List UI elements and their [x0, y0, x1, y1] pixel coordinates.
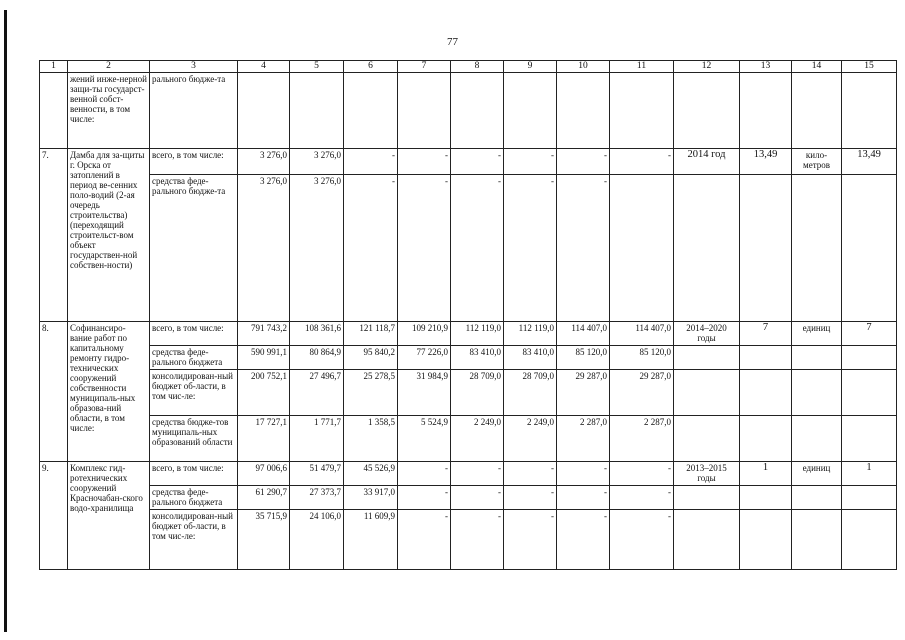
value-cell: 108 361,6: [290, 322, 344, 346]
item-name: Комплекс гид-ротехнических сооружений Красночабан-ского водо-хранилища: [68, 462, 150, 570]
col-header: 14: [792, 61, 842, 73]
value-cell: 2 249,0: [504, 416, 557, 462]
col-header: 10: [557, 61, 610, 73]
col-header: 1: [40, 61, 68, 73]
value-cell: -: [504, 149, 557, 175]
table-row: [40, 149, 897, 175]
source-label: средства бюдже-тов муниципаль-ных образований области: [150, 416, 238, 462]
value-cell: -: [557, 175, 610, 322]
table-row: [40, 510, 897, 570]
value-cell: 27 496,7: [290, 370, 344, 416]
col-header: 2: [68, 61, 150, 73]
table-row: [40, 486, 897, 510]
value-cell: 29 287,0: [610, 370, 674, 416]
value-cell: 3 276,0: [238, 175, 290, 322]
value-cell: -: [344, 149, 398, 175]
source-label: средства феде-рального бюджета: [150, 486, 238, 510]
value-cell: -: [557, 486, 610, 510]
source-label: рального бюдже-та: [150, 73, 238, 149]
col-header: 7: [398, 61, 451, 73]
value-cell: 97 006,6: [238, 462, 290, 486]
col-header: 6: [344, 61, 398, 73]
value-cell: -: [504, 175, 557, 322]
indicator-cell: 13,49: [740, 149, 792, 175]
value-cell: 1 771,7: [290, 416, 344, 462]
value-cell: 2 249,0: [451, 416, 504, 462]
value-cell: 17 727,1: [238, 416, 290, 462]
col-header: 13: [740, 61, 792, 73]
value-cell: 28 709,0: [504, 370, 557, 416]
row-number: 8.: [40, 322, 68, 462]
value-cell: 114 407,0: [557, 322, 610, 346]
source-label: всего, в том числе:: [150, 462, 238, 486]
value-cell: 28 709,0: [451, 370, 504, 416]
value-cell: 5 524,9: [398, 416, 451, 462]
value-cell: 24 106,0: [290, 510, 344, 570]
value-cell: 3 276,0: [290, 175, 344, 322]
table-row: [40, 322, 897, 346]
value-cell: 77 226,0: [398, 346, 451, 370]
col-header: 5: [290, 61, 344, 73]
value-cell: -: [344, 175, 398, 322]
value-cell: -: [451, 149, 504, 175]
col-header: 8: [451, 61, 504, 73]
value-cell: 33 917,0: [344, 486, 398, 510]
source-label: всего, в том числе:: [150, 149, 238, 175]
indicator-cell: 1: [842, 462, 897, 486]
value-cell: -: [557, 149, 610, 175]
item-name: Софинансиро-вание работ по капитальному ремонту гидро-технических сооружений собственности муниципаль-ных образова-ний области, в том числе:: [68, 322, 150, 462]
value-cell: 85 120,0: [610, 346, 674, 370]
value-cell: 112 119,0: [504, 322, 557, 346]
binding-margin-line: [4, 10, 7, 632]
table-row: [40, 370, 897, 416]
unit-cell: кило-метров: [792, 149, 842, 175]
value-cell: -: [451, 175, 504, 322]
table-row: [40, 462, 897, 486]
indicator-cell: 1: [740, 462, 792, 486]
source-label: всего, в том числе:: [150, 322, 238, 346]
value-cell: -: [398, 149, 451, 175]
value-cell: 35 715,9: [238, 510, 290, 570]
value-cell: 2 287,0: [610, 416, 674, 462]
item-name: Дамба для за-щиты г. Орска от затоплений в период ве-сенних поло-водий (2-ая очередь строительства) (переходящий строительст-вом объект государствен-ной собствен-ности): [68, 149, 150, 322]
value-cell: -: [557, 462, 610, 486]
value-cell: -: [610, 510, 674, 570]
row-number: 7.: [40, 149, 68, 322]
value-cell: 109 210,9: [398, 322, 451, 346]
table-row: [40, 175, 897, 322]
row-number: 9.: [40, 462, 68, 570]
program-table: [39, 60, 897, 570]
value-cell: 2 287,0: [557, 416, 610, 462]
col-header: 3: [150, 61, 238, 73]
value-cell: 80 864,9: [290, 346, 344, 370]
value-cell: 95 840,2: [344, 346, 398, 370]
value-cell: 11 609,9: [344, 510, 398, 570]
table-row: [40, 416, 897, 462]
value-cell: 29 287,0: [557, 370, 610, 416]
value-cell: 114 407,0: [610, 322, 674, 346]
value-cell: 61 290,7: [238, 486, 290, 510]
source-label: средства феде-рального бюджета: [150, 346, 238, 370]
header-row: [40, 61, 897, 73]
value-cell: 200 752,1: [238, 370, 290, 416]
value-cell: 83 410,0: [504, 346, 557, 370]
value-cell: 121 118,7: [344, 322, 398, 346]
table-row: [40, 73, 897, 149]
value-cell: -: [451, 510, 504, 570]
source-label: консолидирован-ный бюджет об-ласти, в том чис-ле:: [150, 370, 238, 416]
value-cell: 85 120,0: [557, 346, 610, 370]
table-row: [40, 346, 897, 370]
value-cell: 3 276,0: [290, 149, 344, 175]
value-cell: -: [610, 486, 674, 510]
source-label: консолидирован-ный бюджет об-ласти, в том чис-ле:: [150, 510, 238, 570]
value-cell: 27 373,7: [290, 486, 344, 510]
indicator-cell: 7: [842, 322, 897, 346]
value-cell: 1 358,5: [344, 416, 398, 462]
col-header: 15: [842, 61, 897, 73]
value-cell: -: [398, 175, 451, 322]
col-header: 4: [238, 61, 290, 73]
value-cell: [610, 175, 674, 322]
value-cell: -: [557, 510, 610, 570]
value-cell: 45 526,9: [344, 462, 398, 486]
col-header: 11: [610, 61, 674, 73]
unit-cell: единиц: [792, 322, 842, 346]
value-cell: 83 410,0: [451, 346, 504, 370]
unit-cell: единиц: [792, 462, 842, 486]
value-cell: 31 984,9: [398, 370, 451, 416]
indicator-cell: 13,49: [842, 149, 897, 175]
value-cell: -: [398, 510, 451, 570]
value-cell: 590 991,1: [238, 346, 290, 370]
value-cell: -: [504, 462, 557, 486]
col-header: 12: [674, 61, 740, 73]
value-cell: 791 743,2: [238, 322, 290, 346]
value-cell: -: [610, 462, 674, 486]
page-number: 77: [447, 36, 458, 48]
period-cell: 2014 год: [674, 149, 740, 175]
value-cell: 51 479,7: [290, 462, 344, 486]
value-cell: 3 276,0: [238, 149, 290, 175]
source-label: средства феде-рального бюдже-та: [150, 175, 238, 322]
value-cell: 25 278,5: [344, 370, 398, 416]
value-cell: -: [610, 149, 674, 175]
value-cell: -: [398, 462, 451, 486]
value-cell: -: [504, 486, 557, 510]
value-cell: -: [451, 462, 504, 486]
period-cell: 2013–2015 годы: [674, 462, 740, 486]
col-header: 9: [504, 61, 557, 73]
period-cell: 2014–2020 годы: [674, 322, 740, 346]
value-cell: -: [451, 486, 504, 510]
value-cell: -: [398, 486, 451, 510]
value-cell: 112 119,0: [451, 322, 504, 346]
value-cell: -: [504, 510, 557, 570]
indicator-cell: 7: [740, 322, 792, 346]
item-name: жений инже-нерной защи-ты государст-венной собст-венности, в том числе:: [68, 73, 150, 149]
